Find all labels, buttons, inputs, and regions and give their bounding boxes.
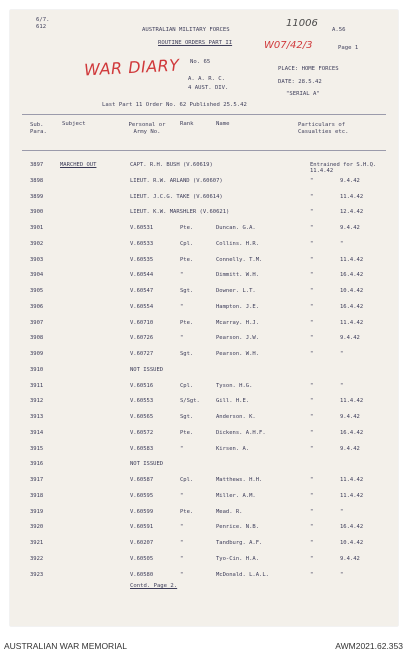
row-rank: S/Sgt. [180,398,200,405]
row-personal-no: V.60580 [130,571,154,578]
order-row [10,304,398,312]
row-date: 16.4.42 [340,524,364,531]
last-order-line: Last Part 11 Order No. 62 Published 25.5.42 [102,102,247,108]
row-para: 3898 [30,177,44,184]
row-date: 9.4.42 [340,177,360,184]
order-row [10,398,398,406]
order-row [10,572,398,580]
row-personal-no: V.60553 [130,398,154,405]
row-particulars: " [310,209,314,216]
row-personal-no: LIEUT. J.C.G. TAKE (V.60614) [130,193,223,200]
col-sub-para: Sub. Para. [30,122,47,135]
row-para: 3903 [30,256,44,263]
row-name: Gill. H.E. [216,398,250,405]
row-name: McDonald. L.A.L. [216,571,269,578]
row-rank: Cpl. [180,240,194,247]
row-personal-no: V.60726 [130,335,154,342]
row-name: Mead. R. [216,508,243,515]
row-para: 3908 [30,335,44,342]
row-rank: Cpl. [180,477,194,483]
order-row [10,509,398,517]
row-personal-no: V.60516 [130,382,154,389]
row-date: 9.4.42 [340,414,360,420]
row-particulars: " [310,492,314,499]
row-date: 10.4.42 [340,540,364,546]
row-name: Anderson. K. [216,414,256,420]
row-particulars: " [310,445,314,452]
row-particulars: Entrained for S.H.Q. 11.4.42 [310,162,377,174]
row-para: 3922 [30,555,44,562]
footer-credit: AUSTRALIAN WAR MEMORIAL [4,641,127,651]
row-particulars: " [310,477,314,483]
row-particulars: " [310,177,314,184]
order-row [10,524,398,532]
row-particulars: " [310,303,314,310]
row-para: 3923 [30,571,44,578]
row-name: Collins. H.R. [216,240,260,247]
order-row [10,461,398,469]
row-particulars: " [310,571,314,578]
col-particulars: Particulars of Casualties etc. [298,122,349,135]
col-name: Name [216,121,230,127]
row-personal-no: V.60547 [130,288,154,294]
row-rank: " [180,303,184,310]
col-subject: Subject [62,121,86,127]
row-date: 10.4.42 [340,288,364,294]
row-date: 16.4.42 [340,429,364,436]
row-para: 3917 [30,477,44,483]
row-rank: Sgt. [180,288,194,294]
row-personal-no: V.60587 [130,477,154,483]
row-personal-no: V.60554 [130,303,154,310]
header-bottom-rule [22,150,386,151]
order-row [10,194,398,202]
order-row [10,209,398,217]
row-name: Tyo-Cin. H.A. [216,555,260,562]
row-rank: " [180,555,184,562]
row-date: 11.4.42 [340,256,364,263]
row-date: 16.4.42 [340,303,364,310]
order-row [10,225,398,233]
row-particulars: " [310,335,314,342]
order-row [10,477,398,485]
row-name: Duncan. G.A. [216,225,256,231]
row-personal-no: V.60595 [130,492,154,499]
handwritten-ref: W07/42/3 [264,40,313,51]
document-sheet [10,10,398,626]
row-name: Penrice. N.B. [216,524,260,531]
row-personal-no: NOT ISSUED [130,461,164,468]
row-particulars: " [310,382,314,389]
row-para: 3911 [30,382,44,389]
order-number: No. 65 [190,59,211,65]
row-personal-no: V.60727 [130,351,154,357]
row-rank: Pte. [180,429,194,436]
order-row [10,288,398,296]
row-rank: " [180,524,184,531]
row-personal-no: LIEUT. R.W. ARLAND (V.60607) [130,177,223,184]
order-row [10,178,398,186]
footer-accession: AWM2021.62.353 [335,641,403,651]
row-para: 3905 [30,288,44,294]
row-personal-no: V.60533 [130,240,154,247]
serial: "SERIAL A" [286,91,320,97]
row-para: 3918 [30,492,44,499]
row-date: 16.4.42 [340,272,364,279]
row-para: 3912 [30,398,44,405]
row-rank: " [180,492,184,499]
row-personal-no: V.60565 [130,414,154,420]
row-date: " [340,382,344,389]
row-personal-no: V.60544 [130,272,154,279]
row-rank: " [180,272,184,279]
row-particulars: " [310,555,314,562]
row-particulars: " [310,429,314,436]
order-row [10,162,398,174]
row-para: 3916 [30,461,44,468]
row-particulars: " [310,540,314,546]
row-para: 3899 [30,193,44,200]
row-rank: Cpl. [180,382,194,389]
row-particulars: " [310,524,314,531]
handwritten-top-number: 11006 [286,18,318,29]
row-particulars: " [310,508,314,515]
row-date: " [340,571,344,578]
order-row [10,540,398,548]
row-name: Dickens. A.H.F. [216,429,266,436]
row-particulars: " [310,225,314,231]
row-particulars: " [310,414,314,420]
order-row [10,414,398,422]
row-name: Miller. A.M. [216,492,256,499]
row-personal-no: V.60591 [130,524,154,531]
row-rank: Pte. [180,256,194,263]
order-row [10,351,398,359]
row-date: 11.4.42 [340,492,364,499]
row-para: 3897 [30,162,44,168]
doc-title-ref: A.56 [332,27,346,33]
row-name: Mcarray. H.J. [216,319,260,326]
row-rank: " [180,335,184,342]
row-name: Dimmitt. W.H. [216,272,260,279]
row-personal-no: V.60531 [130,225,154,231]
continued-note: Contd. Page 2. [130,583,178,589]
row-para: 3902 [30,240,44,247]
row-subject: MARCHED OUT [60,162,97,168]
row-name: Hampton. J.E. [216,303,260,310]
row-personal-no: V.60710 [130,319,154,326]
row-rank: Sgt. [180,414,194,420]
row-para: 3914 [30,429,44,436]
unit-line-1: A. A. R. C. [188,76,226,82]
row-personal-no: V.60207 [130,540,154,546]
row-date: 11.4.42 [340,398,364,405]
row-name: Kirsen. A. [216,445,250,452]
row-personal-no: V.60599 [130,508,154,515]
row-date: " [340,240,344,247]
row-date: 9.4.42 [340,445,360,452]
row-date: 11.4.42 [340,193,364,200]
top-left-number: 612 [36,24,47,30]
row-personal-no: V.60505 [130,555,154,562]
row-name: Pearson. W.H. [216,351,260,357]
doc-title: AUSTRALIAN MILITARY FORCES [142,27,230,33]
row-rank: " [180,445,184,452]
row-rank: " [180,571,184,578]
order-row [10,257,398,265]
row-date: 12.4.42 [340,209,364,216]
row-personal-no: LIEUT. K.W. MARSHLER (V.60621) [130,209,230,216]
row-personal-no: CAPT. R.H. BUSH (V.60619) [130,162,213,168]
row-name: Connelly. T.M. [216,256,263,263]
row-particulars: " [310,272,314,279]
row-para: 3901 [30,225,44,231]
row-particulars: " [310,193,314,200]
row-para: 3910 [30,366,44,373]
row-personal-no: V.60535 [130,256,154,263]
row-particulars: " [310,256,314,263]
row-name: Pearson. J.W. [216,335,260,342]
row-name: Tyson. H.G. [216,382,253,389]
col-personal-no: Personal or Army No. [128,122,166,135]
row-rank: Pte. [180,508,194,515]
page-number: Page 1 [338,45,359,51]
unit-line-2: 4 AUST. DIV. [188,85,229,91]
row-para: 3900 [30,209,44,216]
row-rank: Pte. [180,319,194,326]
row-para: 3904 [30,272,44,279]
row-particulars: " [310,288,314,294]
order-row [10,335,398,343]
order-row [10,241,398,249]
row-date: 9.4.42 [340,555,360,562]
row-date: 9.4.42 [340,335,360,342]
order-row [10,493,398,501]
order-date: DATE: 28.5.42 [278,79,322,85]
order-row [10,556,398,564]
row-date: " [340,508,344,515]
row-rank: " [180,540,184,546]
order-row [10,367,398,375]
order-row [10,430,398,438]
order-row [10,272,398,280]
row-date: " [340,351,344,357]
place: PLACE: HOME FORCES [278,66,339,72]
row-para: 3919 [30,508,44,515]
row-name: Downer. L.T. [216,288,256,294]
top-left-code: 6/7. [36,17,50,23]
row-para: 3920 [30,524,44,531]
row-personal-no: NOT ISSUED [130,366,164,373]
row-para: 3907 [30,319,44,326]
header-top-rule [22,114,386,115]
row-para: 3921 [30,540,44,546]
row-name: Matthews. H.H. [216,477,263,483]
row-date: 11.4.42 [340,319,364,326]
row-para: 3909 [30,351,44,357]
row-particulars: " [310,398,314,405]
order-row [10,383,398,391]
row-rank: Pte. [180,225,194,231]
war-diary-stamp: WAR DIARY [83,55,180,80]
routine-orders: ROUTINE ORDERS PART II [158,40,233,46]
row-para: 3913 [30,414,44,420]
order-row [10,320,398,328]
row-date: 11.4.42 [340,477,364,483]
row-para: 3915 [30,445,44,452]
row-particulars: " [310,351,314,357]
col-rank: Rank [180,121,194,127]
row-para: 3906 [30,303,44,310]
row-date: 9.4.42 [340,225,360,231]
row-personal-no: V.60583 [130,445,154,452]
row-rank: Sgt. [180,351,194,357]
row-particulars: " [310,319,314,326]
order-row [10,446,398,454]
row-personal-no: V.60572 [130,429,154,436]
row-particulars: " [310,240,314,247]
row-name: Tandburg. A.F. [216,540,263,546]
